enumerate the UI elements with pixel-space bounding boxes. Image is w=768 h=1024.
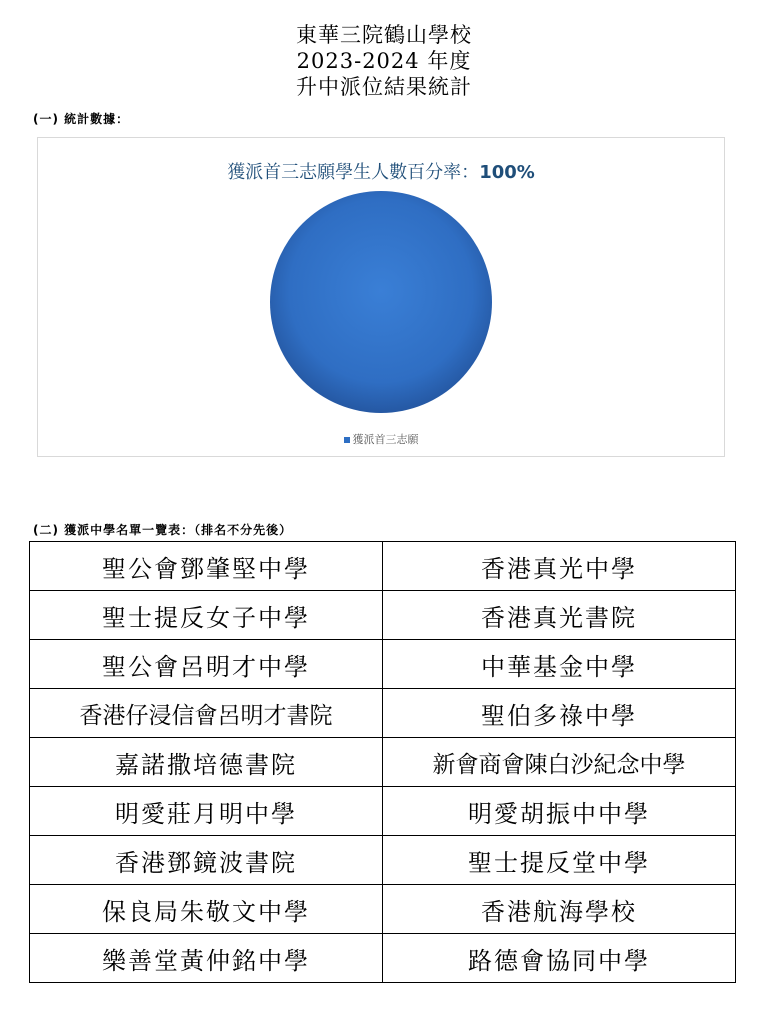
chart-title-value: 100% [479, 162, 535, 183]
school-cell: 聖公會鄧肇堅中學 [30, 542, 383, 591]
table-row [30, 836, 736, 885]
school-cell: 保良局朱敬文中學 [30, 885, 383, 934]
school-cell: 香港真光書院 [383, 591, 736, 640]
table-row [30, 542, 736, 591]
school-cell: 聖伯多祿中學 [383, 689, 736, 738]
legend-label: 獲派首三志願 [352, 433, 419, 446]
school-year: 2023-2024 年度 [296, 49, 472, 73]
legend-swatch [344, 437, 350, 443]
school-cell: 聖士提反堂中學 [383, 836, 736, 885]
document-subtitle: 升中派位結果統計 [296, 75, 472, 99]
school-table [29, 541, 736, 983]
school-cell: 明愛胡振中中學 [383, 787, 736, 836]
section1-label: (一) 統計數據： [33, 112, 130, 126]
table-row [30, 885, 736, 934]
school-cell: 香港仔浸信會呂明才書院 [30, 689, 383, 738]
school-cell: 明愛莊月明中學 [30, 787, 383, 836]
school-cell: 樂善堂黃仲銘中學 [30, 934, 383, 983]
section2-label: (二) 獲派中學名單一覽表：（排名不分先後） [33, 523, 293, 537]
school-cell: 嘉諾撒培德書院 [30, 738, 383, 787]
school-cell: 香港航海學校 [383, 885, 736, 934]
table-row [30, 689, 736, 738]
table-row [30, 591, 736, 640]
school-cell: 聖士提反女子中學 [30, 591, 383, 640]
table-row [30, 640, 736, 689]
document-header [0, 22, 768, 100]
school-cell: 新會商會陳白沙紀念中學 [383, 738, 736, 787]
school-cell: 聖公會呂明才中學 [30, 640, 383, 689]
school-cell: 香港鄧鏡波書院 [30, 836, 383, 885]
table-row [30, 738, 736, 787]
school-cell: 中華基金中學 [383, 640, 736, 689]
chart-title-text: 獲派首三志願學生人數百分率： [227, 162, 480, 183]
school-cell: 路德會協同中學 [383, 934, 736, 983]
pie-chart [37, 137, 725, 457]
school-name: 東華三院鶴山學校 [296, 23, 472, 47]
pie-slice [270, 191, 492, 413]
school-cell: 香港真光中學 [383, 542, 736, 591]
table-row [30, 934, 736, 983]
table-row [30, 787, 736, 836]
chart-legend [38, 431, 724, 447]
pie-svg [38, 138, 724, 456]
